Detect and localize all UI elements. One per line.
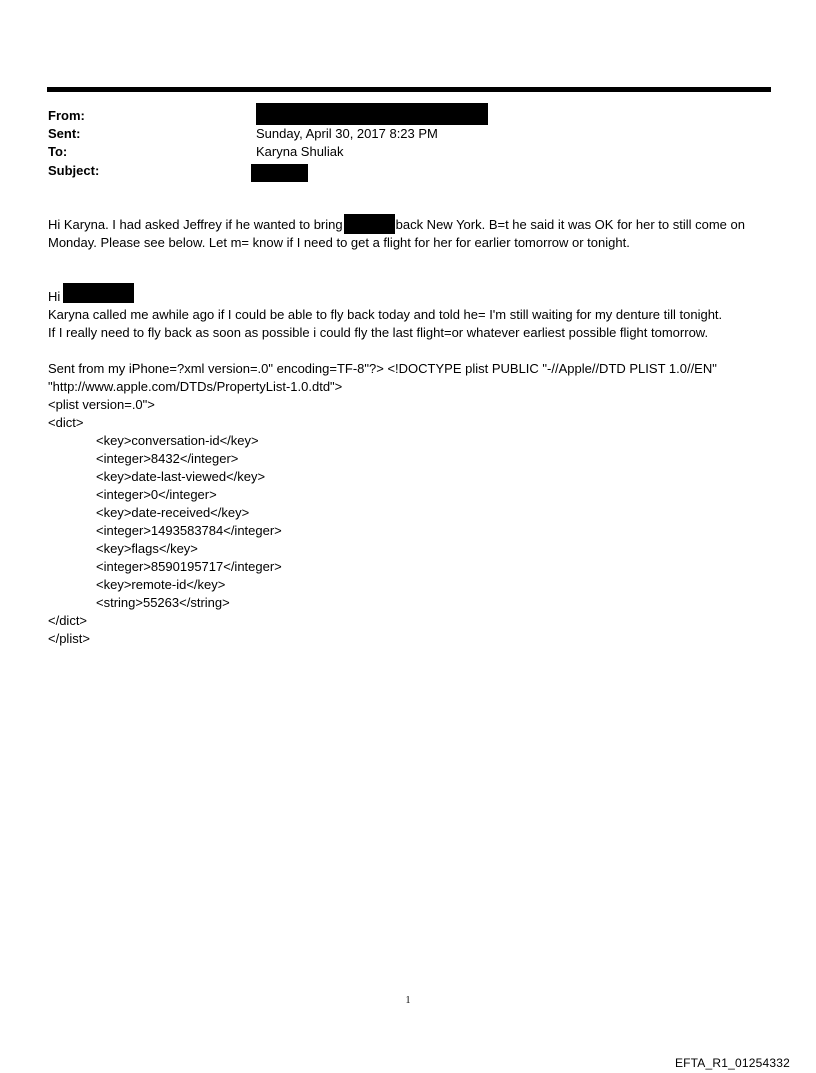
redaction-box	[344, 214, 395, 234]
subject-value-redaction	[251, 164, 308, 182]
dict-line: <string>55263</string>	[96, 595, 230, 610]
dict-line: <key>flags</key>	[96, 541, 198, 556]
page-number: 1	[405, 995, 411, 1006]
body-text-fragment: back New York. B=t he said it was OK for her to still come on	[395, 217, 745, 232]
signature-block	[48, 360, 778, 648]
greeting: Hi	[48, 289, 61, 304]
redaction-box	[256, 103, 488, 125]
dict-line: <key>date-last-viewed</key>	[96, 469, 266, 484]
sent-label: Sent:	[48, 126, 81, 141]
dict-line: <integer>0</integer>	[96, 487, 217, 502]
body-line: "http://www.apple.com/DTDs/PropertyList-1.0.dtd">	[48, 379, 343, 394]
dict-line: <key>date-received</key>	[96, 505, 250, 520]
plist-line: </plist>	[48, 631, 90, 646]
from-label: From:	[48, 108, 85, 123]
to-label: To:	[48, 144, 68, 159]
body-line	[48, 288, 778, 306]
body-line: Monday. Please see below. Let m= know if I need to get a flight for her for earlier tomorrow or tonight.	[48, 235, 630, 250]
sent-value: Sunday, April 30, 2017 8:23 PM	[256, 126, 438, 141]
paragraph-quoted	[48, 288, 778, 342]
dict-line: <integer>8432</integer>	[96, 451, 239, 466]
dict-line: <key>conversation-id</key>	[96, 433, 259, 448]
dict-line: <integer>1493583784</integer>	[96, 523, 282, 538]
body-line: If I really need to fly back as soon as possible i could fly the last flight=or whatever earliest possible flight tomorrow.	[48, 325, 709, 340]
plist-line: <plist version=.0">	[48, 397, 155, 412]
plist-line: </dict>	[48, 613, 88, 628]
dict-line: <key>remote-id</key>	[96, 577, 226, 592]
dict-line: <integer>8590195717</integer>	[96, 559, 282, 574]
body-line: Sent from my iPhone=?xml version=.0" encoding=TF-8"?> <!DOCTYPE plist PUBLIC "-//Apple//DTD PLIST 1.0//EN"	[48, 361, 717, 376]
to-value: Karyna Shuliak	[256, 144, 344, 159]
from-value-redaction	[256, 103, 488, 125]
body-text-fragment: Hi Karyna. I had asked Jeffrey if he wanted to bring	[48, 217, 343, 232]
header-rule	[47, 87, 771, 92]
body-line	[48, 216, 778, 234]
plist-line: <dict>	[48, 415, 84, 430]
bates-number: EFTA_R1_01254332	[674, 1056, 790, 1070]
redaction-box	[63, 283, 134, 303]
redaction-box	[251, 164, 308, 182]
paragraph-intro	[48, 216, 778, 252]
subject-label: Subject:	[48, 163, 100, 178]
body-line: Karyna called me awhile ago if I could be able to fly back today and told he= I'm still waiting for my denture till tonight.	[48, 307, 723, 322]
